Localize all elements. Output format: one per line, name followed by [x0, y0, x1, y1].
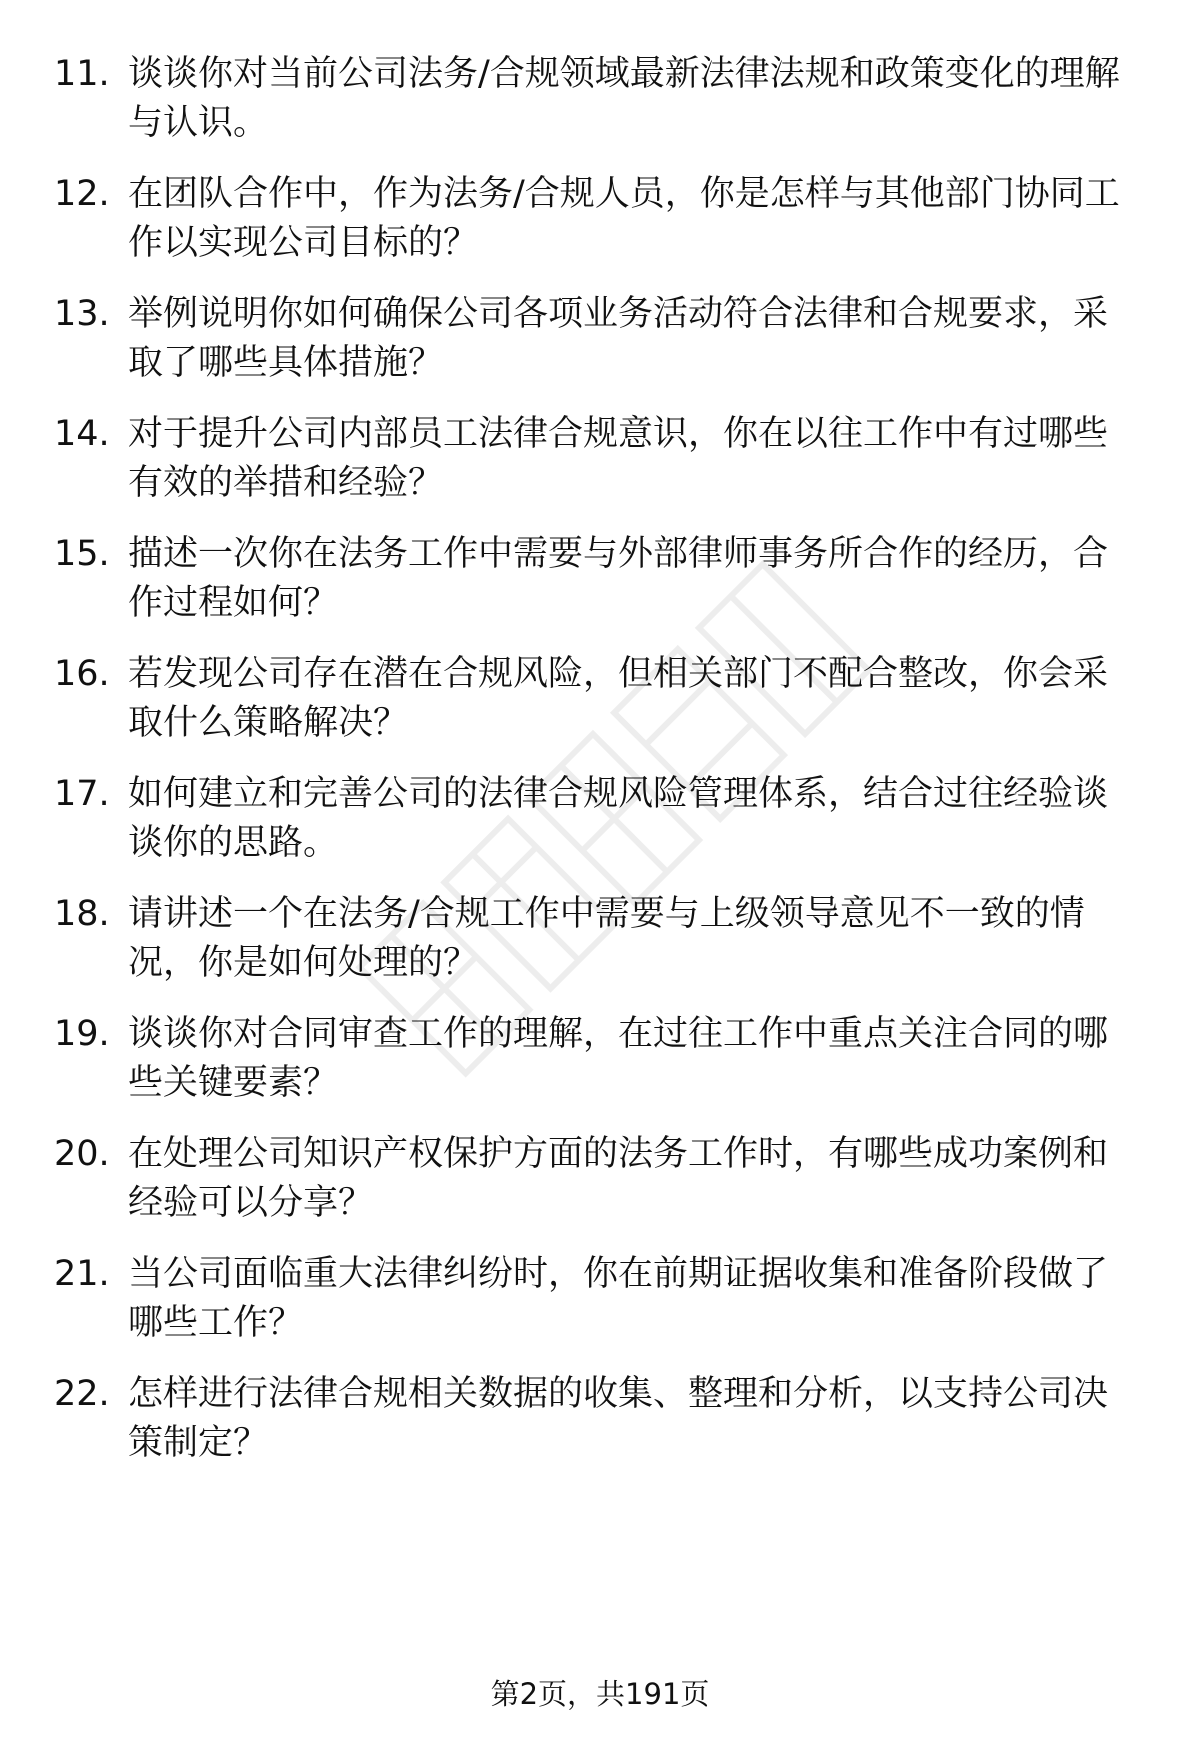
question-text	[128, 290, 1153, 388]
question-text	[128, 1370, 1153, 1468]
question-line: 当公司面临重大法律纠纷时，你在前期证据收集和准备阶段做了	[128, 1254, 1109, 1294]
question-number: 18.	[54, 894, 110, 934]
question-line: 况，你是如何处理的？	[128, 943, 479, 983]
question-line: 取了哪些具体措施？	[128, 343, 444, 383]
question-number: 19.	[54, 1014, 110, 1054]
question-item	[0, 890, 1200, 1010]
question-line: 些关键要素？	[128, 1063, 339, 1103]
question-line: 如何建立和完善公司的法律合规风险管理体系，结合过往经验谈	[128, 774, 1109, 814]
question-text	[128, 1250, 1153, 1348]
question-item	[0, 1250, 1200, 1370]
question-number: 13.	[54, 294, 110, 334]
question-line: 在团队合作中，作为法务/合规人员，你是怎样与其他部门协同工	[128, 174, 1120, 214]
question-line: 经验可以分享？	[128, 1183, 374, 1223]
question-number: 11.	[54, 54, 110, 94]
page-footer: 第2页，共191页	[490, 1677, 710, 1711]
question-item	[0, 410, 1200, 530]
question-number: 14.	[54, 414, 110, 454]
question-text	[128, 650, 1153, 748]
question-line: 对于提升公司内部员工法律合规意识，你在以往工作中有过哪些	[128, 414, 1109, 454]
question-line: 谈你的思路。	[128, 823, 339, 863]
question-item	[0, 1370, 1200, 1490]
question-line: 举例说明你如何确保公司各项业务活动符合法律和合规要求，采	[128, 294, 1109, 334]
question-line: 有效的举措和经验？	[128, 463, 444, 503]
question-number: 12.	[54, 174, 110, 214]
question-line: 描述一次你在法务工作中需要与外部律师事务所合作的经历，合	[128, 534, 1109, 574]
question-number: 20.	[54, 1134, 110, 1174]
question-item	[0, 170, 1200, 290]
question-number: 16.	[54, 654, 110, 694]
question-item	[0, 1010, 1200, 1130]
question-item	[0, 290, 1200, 410]
question-line: 在处理公司知识产权保护方面的法务工作时，有哪些成功案例和	[128, 1134, 1109, 1174]
question-line: 作过程如何？	[128, 583, 339, 623]
question-item	[0, 770, 1200, 890]
question-text	[128, 1130, 1153, 1228]
question-line: 谈谈你对合同审查工作的理解，在过往工作中重点关注合同的哪	[128, 1014, 1109, 1054]
question-item	[0, 650, 1200, 770]
question-number: 15.	[54, 534, 110, 574]
question-text	[128, 530, 1153, 628]
question-line: 哪些工作？	[128, 1303, 304, 1343]
question-line: 请讲述一个在法务/合规工作中需要与上级领导意见不一致的情	[128, 894, 1085, 934]
question-line: 谈谈你对当前公司法务/合规领域最新法律法规和政策变化的理解	[128, 54, 1120, 94]
question-text	[128, 170, 1153, 268]
question-item	[0, 1130, 1200, 1250]
question-item	[0, 50, 1200, 170]
question-item	[0, 530, 1200, 650]
question-text	[128, 410, 1153, 508]
question-line: 策制定？	[128, 1423, 269, 1463]
question-line: 怎样进行法律合规相关数据的收集、整理和分析，以支持公司决	[128, 1374, 1109, 1414]
question-text	[128, 1010, 1153, 1108]
question-line: 取什么策略解决？	[128, 703, 409, 743]
question-line: 若发现公司存在潜在合规风险，但相关部门不配合整改，你会采	[128, 654, 1109, 694]
question-text	[128, 50, 1153, 148]
question-number: 21.	[54, 1254, 110, 1294]
question-text	[128, 890, 1153, 988]
question-text	[128, 770, 1153, 868]
question-line: 与认识。	[128, 103, 269, 143]
question-number: 22.	[54, 1374, 110, 1414]
question-line: 作以实现公司目标的？	[128, 223, 479, 263]
question-number: 17.	[54, 774, 110, 814]
